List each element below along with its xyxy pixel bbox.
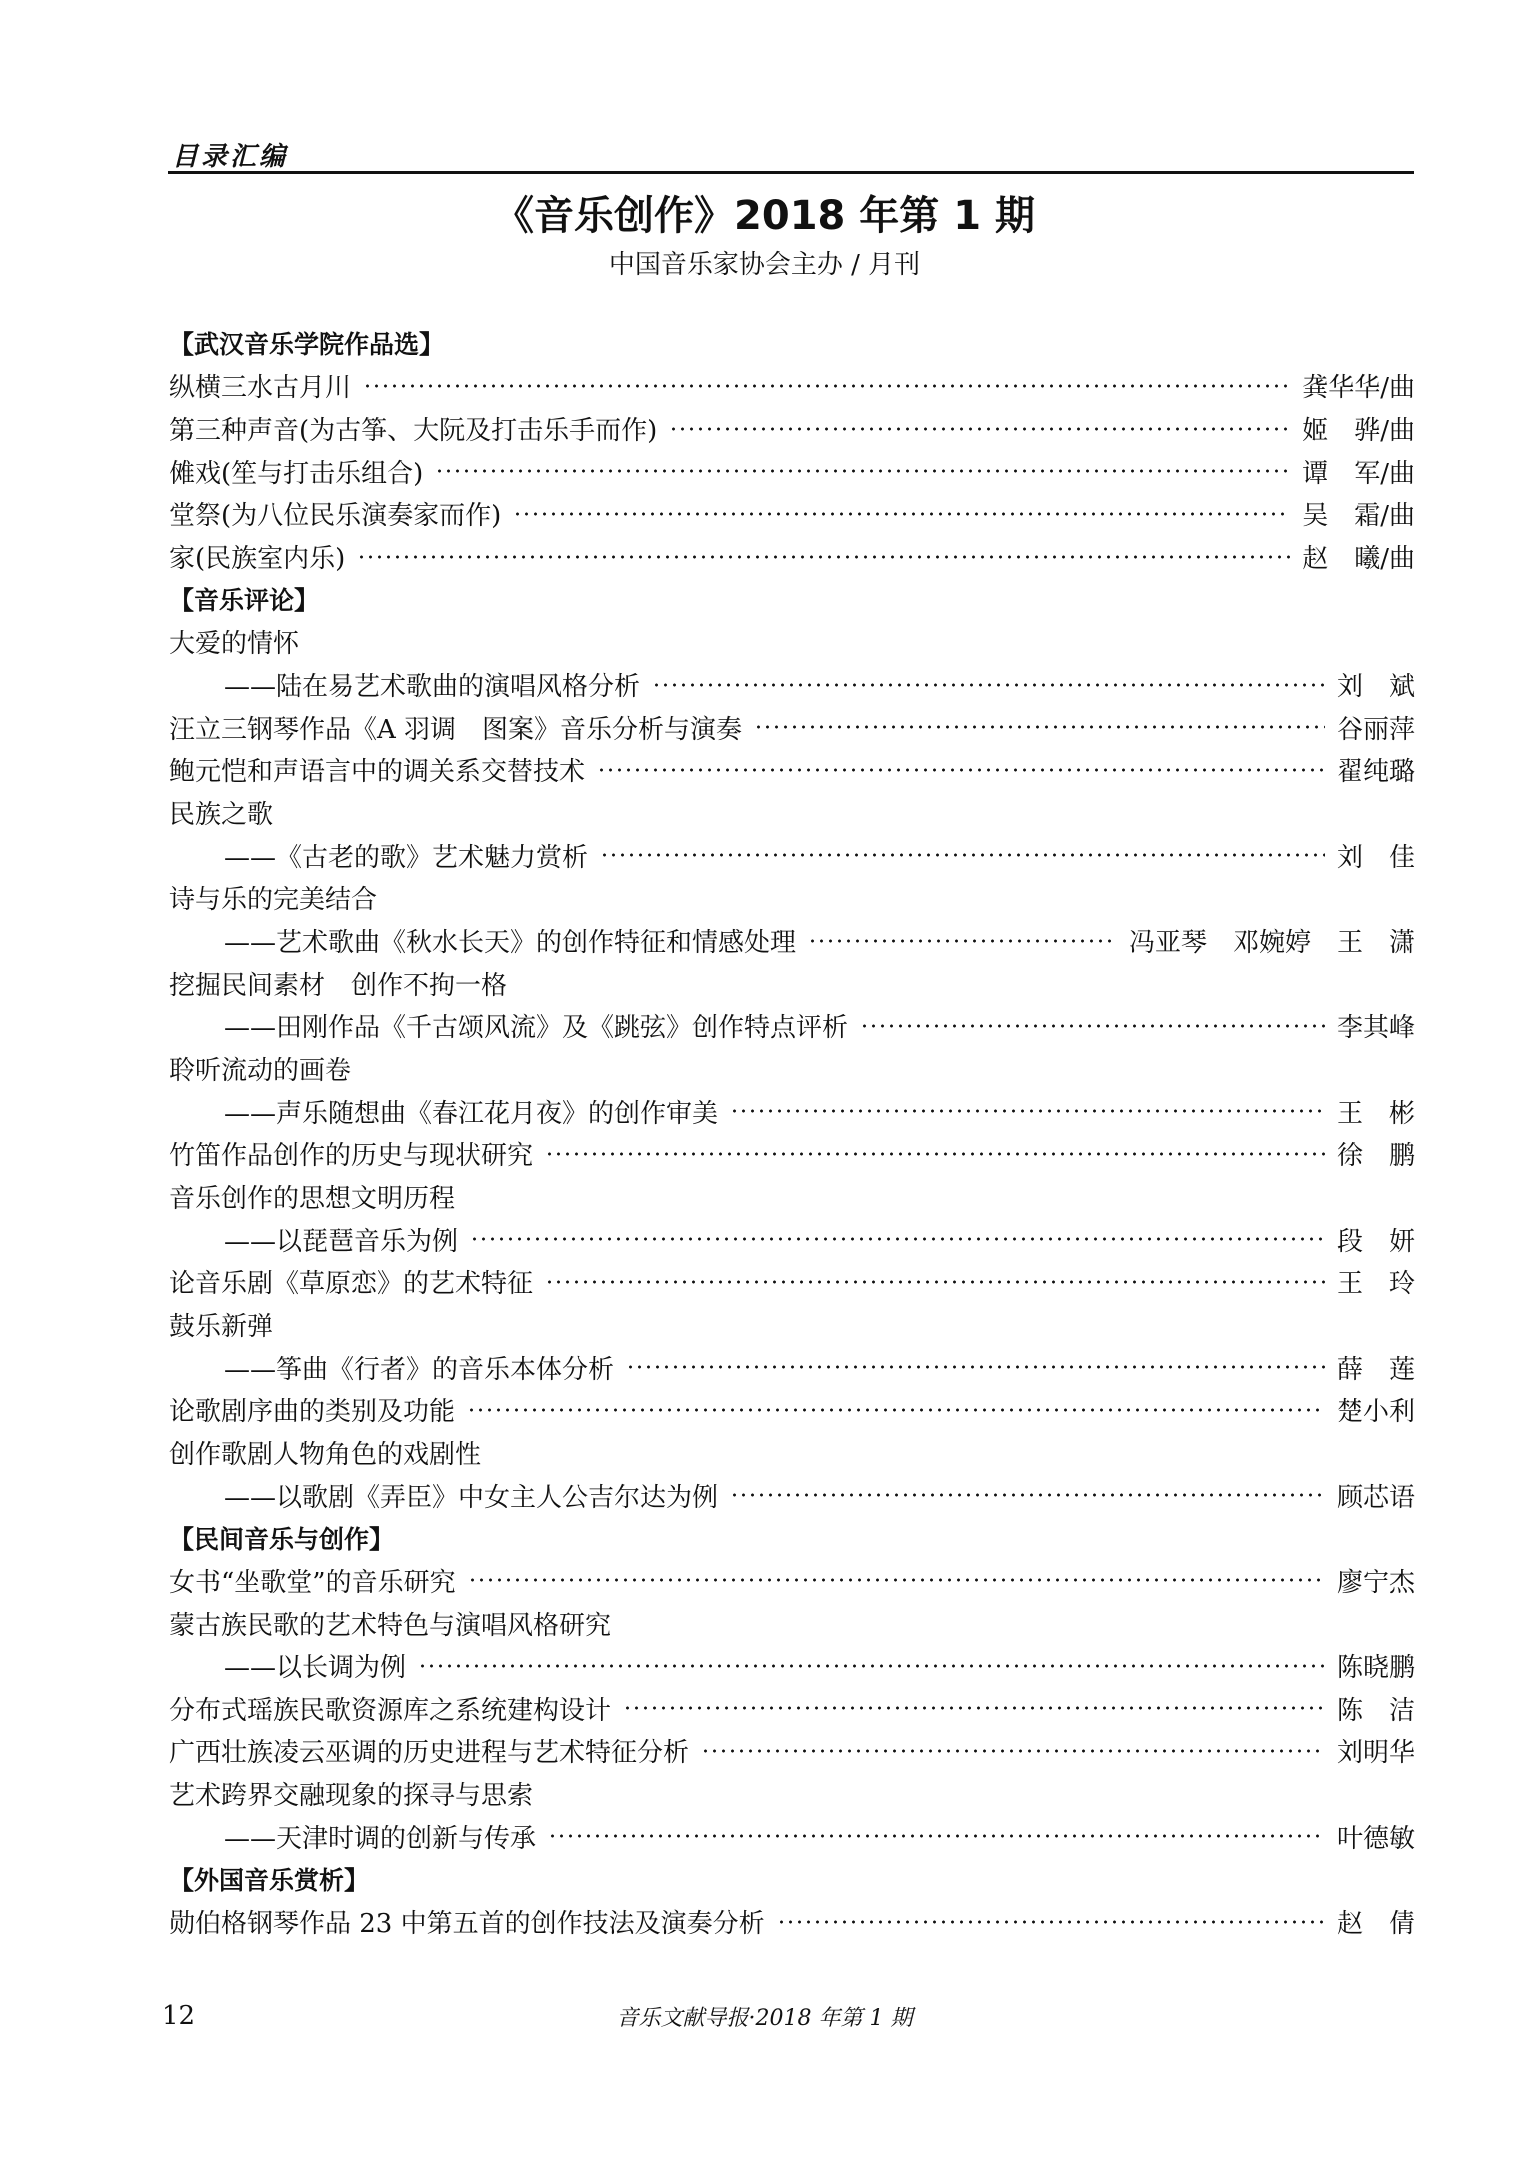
- entry-author: 叶德敏: [1336, 1823, 1415, 1854]
- entry-title: 勋伯格钢琴作品 23 中第五首的创作技法及演奏分析: [169, 1909, 765, 1940]
- entry-title: ——陆在易艺术歌曲的演唱风格分析: [224, 672, 641, 703]
- dot-leader: [545, 1152, 1325, 1156]
- dot-leader: [652, 683, 1325, 687]
- toc-entry: [169, 1346, 1415, 1389]
- entry-title: 大爱的情怀: [169, 629, 300, 660]
- dot-leader: [808, 939, 1117, 943]
- dot-leader: [468, 1578, 1325, 1582]
- running-footer: 音乐文献导报·2018 年第 1 期: [616, 2006, 913, 2031]
- entry-author: 谭 军/曲: [1302, 458, 1415, 489]
- toc-entry: [169, 493, 1415, 536]
- entry-title: 竹笛作品创作的历史与现状研究: [169, 1141, 534, 1172]
- toc-entry: [169, 1090, 1415, 1133]
- dot-leader: [357, 555, 1290, 559]
- entry-author: 顾芯语: [1336, 1482, 1415, 1513]
- entry-author: 刘 佳: [1336, 842, 1415, 873]
- entry-author: 刘明华: [1336, 1738, 1415, 1769]
- entry-author: 陈晓鹏: [1336, 1653, 1415, 1684]
- entry-main-title: [169, 1175, 1415, 1218]
- toc-entry: [169, 1644, 1415, 1687]
- section-heading: [169, 322, 1415, 365]
- entry-title: ——以歌剧《弄臣》中女主人公吉尔达为例: [224, 1482, 719, 1513]
- entry-title: 挖掘民间素材 创作不拘一格: [169, 970, 508, 1001]
- entry-title: 【音乐评论】: [169, 586, 320, 616]
- entry-title: 艺术跨界交融现象的探寻与思索: [169, 1781, 534, 1812]
- entry-title: 民族之歌: [169, 800, 274, 831]
- entry-main-title: [169, 962, 1415, 1005]
- entry-main-title: [169, 1047, 1415, 1090]
- entry-title: 蒙古族民歌的艺术特色与演唱风格研究: [169, 1610, 612, 1641]
- toc-entry: [169, 450, 1415, 493]
- entry-title: ——以琵琶音乐为例: [224, 1226, 459, 1257]
- entry-title: 鲍元恺和声语言中的调关系交替技术: [169, 757, 586, 788]
- dot-leader: [435, 469, 1290, 473]
- entry-author: 吴 霜/曲: [1302, 501, 1415, 532]
- dot-leader: [623, 1706, 1325, 1710]
- entry-main-title: [169, 1303, 1415, 1346]
- entry-author: 李其峰: [1336, 1013, 1415, 1044]
- toc-entry: [169, 1900, 1415, 1943]
- entry-author: 段 妍: [1336, 1226, 1415, 1257]
- page-subtitle: 中国音乐家协会主办 / 月刊: [608, 250, 921, 280]
- entry-title: 女书“坐歌堂”的音乐研究: [169, 1567, 456, 1598]
- entry-main-title: [169, 1431, 1415, 1474]
- page-number: 12: [162, 2001, 196, 2031]
- entry-title: 分布式瑶族民歌资源库之系统建构设计: [169, 1695, 612, 1726]
- toc-entry: [169, 535, 1415, 578]
- toc-entry: [169, 1132, 1415, 1175]
- entry-title: 【民间音乐与创作】: [169, 1524, 395, 1554]
- entry-title: 广西壮族凌云巫调的历史进程与艺术特征分析: [169, 1738, 690, 1769]
- dot-leader: [597, 768, 1325, 772]
- entry-author: 徐 鹏: [1336, 1141, 1415, 1172]
- entry-title: 纵横三水古月川: [169, 373, 352, 404]
- entry-main-title: [169, 877, 1415, 920]
- toc-entry: [169, 663, 1415, 706]
- entry-author: 谷丽萍: [1336, 714, 1415, 745]
- dot-leader: [548, 1834, 1325, 1838]
- dot-leader: [701, 1749, 1325, 1753]
- entry-main-title: [169, 1602, 1415, 1645]
- entry-title: 堂祭(为八位民乐演奏家而作): [169, 501, 502, 532]
- entry-title: 傩戏(笙与打击乐组合): [169, 458, 424, 489]
- toc-entry: [169, 407, 1415, 450]
- entry-author: 楚小利: [1336, 1397, 1415, 1428]
- entry-title: 论音乐剧《草原恋》的艺术特征: [169, 1269, 534, 1300]
- toc-entry: [169, 749, 1415, 792]
- entry-title: 音乐创作的思想文明历程: [169, 1183, 456, 1214]
- entry-author: 龚华华/曲: [1302, 373, 1415, 404]
- header-rule: [168, 171, 1414, 174]
- dot-leader: [600, 853, 1325, 857]
- entry-main-title: [169, 791, 1415, 834]
- entry-title: ——艺术歌曲《秋水长天》的创作特征和情感处理: [224, 928, 797, 959]
- section-heading: [169, 1516, 1415, 1559]
- dot-leader: [363, 384, 1290, 388]
- dot-leader: [470, 1237, 1325, 1241]
- entry-title: 【外国音乐赏析】: [169, 1865, 370, 1895]
- toc-entry: [169, 365, 1415, 408]
- entry-author: 王 玲: [1336, 1269, 1415, 1300]
- entry-author: 赵 倩: [1336, 1909, 1415, 1940]
- entry-title: ——《古老的歌》艺术魅力赏析: [224, 842, 589, 873]
- toc-entry: [169, 1815, 1415, 1858]
- entry-author: 赵 曦/曲: [1302, 544, 1415, 575]
- dot-leader: [626, 1365, 1325, 1369]
- entry-title: 家(民族室内乐): [169, 544, 346, 575]
- table-of-contents: [169, 322, 1415, 1943]
- dot-leader: [730, 1493, 1325, 1497]
- entry-title: 诗与乐的完美结合: [169, 885, 378, 916]
- entry-title: 汪立三钢琴作品《A 羽调 图案》音乐分析与演奏: [169, 714, 743, 745]
- toc-entry: [169, 1005, 1415, 1048]
- entry-title: 【武汉音乐学院作品选】: [169, 330, 445, 360]
- dot-leader: [777, 1920, 1325, 1924]
- toc-entry: [169, 1559, 1415, 1602]
- toc-entry: [169, 706, 1415, 749]
- toc-entry: [169, 1218, 1415, 1261]
- dot-leader: [467, 1408, 1325, 1412]
- entry-title: ——筝曲《行者》的音乐本体分析: [224, 1354, 615, 1385]
- dot-leader: [754, 725, 1325, 729]
- entry-author: 陈 洁: [1336, 1695, 1415, 1726]
- dot-leader: [545, 1280, 1325, 1284]
- entry-title: ——天津时调的创新与传承: [224, 1823, 537, 1854]
- entry-author: 王 彬: [1336, 1098, 1415, 1129]
- toc-entry: [169, 1474, 1415, 1517]
- dot-leader: [669, 427, 1290, 431]
- running-header: 目录汇编: [172, 142, 289, 172]
- entry-main-title: [169, 1772, 1415, 1815]
- entry-title: 聆听流动的画卷: [169, 1055, 352, 1086]
- entry-author: 姬 骅/曲: [1302, 416, 1415, 447]
- dot-leader: [418, 1664, 1325, 1668]
- toc-entry: [169, 919, 1415, 962]
- entry-title: ——田刚作品《千古颂风流》及《跳弦》创作特点评析: [224, 1013, 849, 1044]
- entry-author: 廖宁杰: [1336, 1567, 1415, 1598]
- entry-title: 论歌剧序曲的类别及功能: [169, 1397, 456, 1428]
- dot-leader: [513, 512, 1290, 516]
- entry-author: 薛 莲: [1336, 1354, 1415, 1385]
- dot-leader: [860, 1024, 1325, 1028]
- entry-author: 刘 斌: [1336, 672, 1415, 703]
- dot-leader: [730, 1109, 1325, 1113]
- toc-entry: [169, 1730, 1415, 1773]
- toc-entry: [169, 1260, 1415, 1303]
- page-title: 《音乐创作》2018 年第 1 期: [494, 193, 1035, 239]
- entry-title: ——声乐随想曲《春江花月夜》的创作审美: [224, 1098, 719, 1129]
- section-heading: [169, 1858, 1415, 1901]
- entry-author: 翟纯璐: [1336, 757, 1415, 788]
- toc-entry: [169, 1687, 1415, 1730]
- entry-title: 鼓乐新弹: [169, 1311, 274, 1342]
- entry-author: 冯亚琴 邓婉婷 王 潇: [1128, 928, 1415, 959]
- entry-title: ——以长调为例: [224, 1653, 407, 1684]
- toc-entry: [169, 834, 1415, 877]
- toc-entry: [169, 1388, 1415, 1431]
- section-heading: [169, 578, 1415, 621]
- entry-title: 创作歌剧人物角色的戏剧性: [169, 1439, 482, 1470]
- entry-main-title: [169, 621, 1415, 664]
- entry-title: 第三种声音(为古筝、大阮及打击乐手而作): [169, 416, 658, 447]
